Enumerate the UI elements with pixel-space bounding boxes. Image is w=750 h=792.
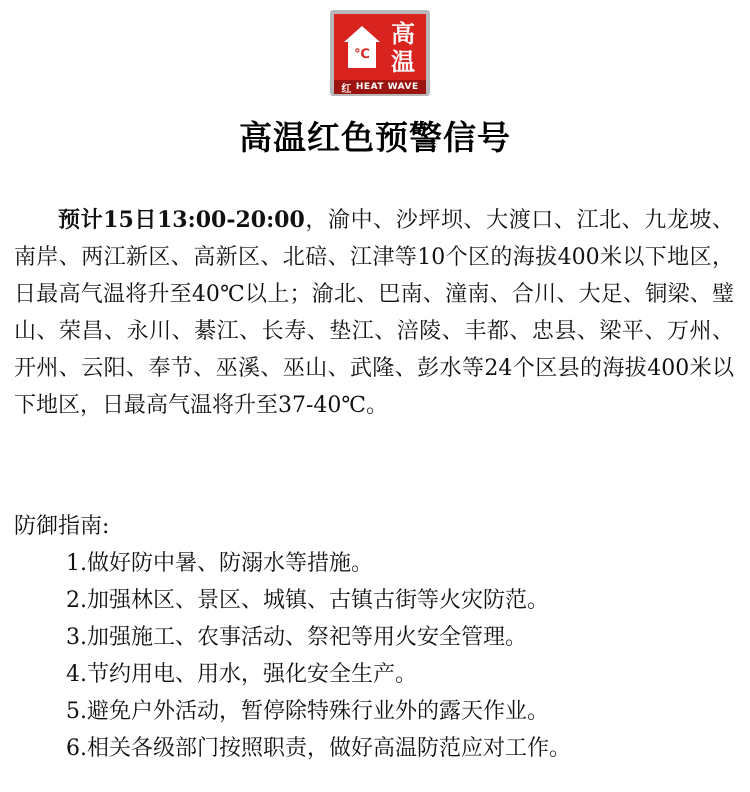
guide-item: 2.加强林区、景区、城镇、古镇古街等火灾防范。	[66, 588, 549, 613]
page-title: 高温红色预警信号	[239, 118, 511, 157]
signal-footer	[334, 80, 426, 94]
forecast-text: ，渝中、沙坪坝、大渡口、江北、九龙坡、南岸、两江新区、高新区、北碚、江津等10个区的海拔400米以下地区，日最高气温将升至40℃以上；渝北、巴南、潼南、合川、大足、铜梁、璧山、荣昌、永川、綦江、长寿、垫江、涪陵、丰都、忠县、梁平、万州、开州、云阳、奉节、巫溪、巫山、武隆、彭水等24个区县的海拔400米以下地区，日最高气温将升至37-40℃。	[14, 208, 734, 418]
signal-english-label: HEAT WAVE	[355, 82, 419, 92]
guide-item: 6.相关各级部门按照职责，做好高温防范应对工作。	[66, 736, 571, 761]
signal-char-high: 高	[391, 20, 415, 48]
signal-level-char: 红	[341, 83, 352, 95]
guide-title: 防御指南:	[14, 514, 110, 539]
heat-wave-red-signal-icon	[330, 10, 430, 96]
signal-characters	[386, 20, 420, 76]
guide-item: 4.节约用电、用水，强化安全生产。	[66, 662, 417, 687]
guide-item: 5.避免户外活动，暂停除特殊行业外的露天作业。	[66, 699, 549, 724]
celsius-symbol: ℃	[354, 47, 370, 62]
house-thermometer-icon	[342, 24, 382, 72]
guide-item: 1.做好防中暑、防溺水等措施。	[66, 551, 373, 576]
guide-list	[66, 545, 571, 767]
signal-char-temp: 温	[391, 48, 415, 76]
forecast-paragraph	[14, 202, 734, 424]
forecast-lead: 预计15日13:00-20:00	[58, 207, 305, 233]
guide-item: 3.加强施工、农事活动、祭祀等用火安全管理。	[66, 625, 527, 650]
signal-red-panel	[334, 14, 426, 80]
